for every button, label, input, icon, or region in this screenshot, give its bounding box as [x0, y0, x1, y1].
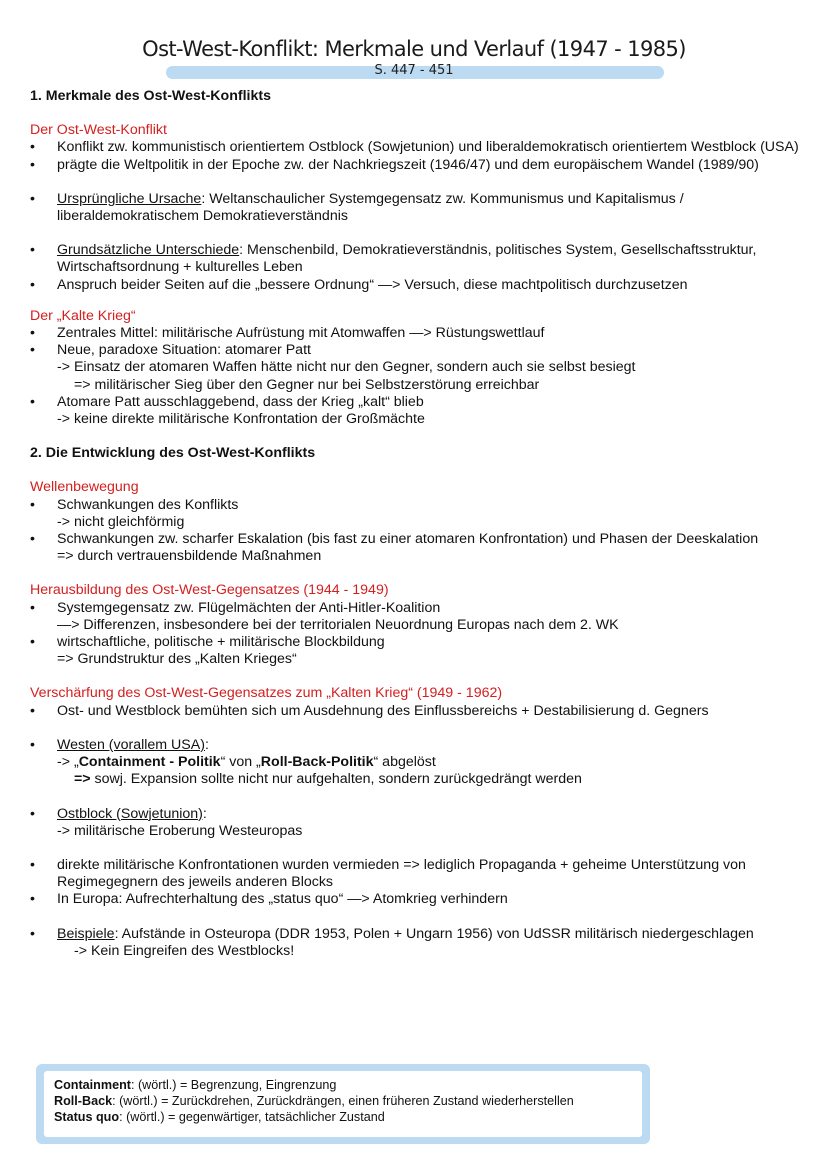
- list-item: [30, 191, 810, 225]
- section-2-heading: 2. Die Entwicklung des Ost-West-Konflikts: [30, 445, 316, 462]
- sub-item: => Grundstruktur des „Kalten Krieges“: [57, 651, 297, 668]
- list-item: • Neue, paradoxe Situation: atomarer Patt: [30, 342, 810, 359]
- list-item: [30, 242, 810, 276]
- list-item-text: :: [204, 736, 209, 753]
- glossary-term: Containment: [54, 1078, 131, 1092]
- glossary-definition: : (wörtl.) = Zurückdrehen, Zurückdrängen, einen früheren Zustand wiederherstellen: [112, 1094, 574, 1108]
- list-item: • Zentrales Mittel: militärische Aufrüstung mit Atomwaffen —> Rüstungswettlauf: [30, 325, 810, 342]
- block-title-herausbildung: Herausbildung des Ost-West-Gegensatzes (1944 - 1949): [30, 582, 389, 599]
- term-westen: Westen (vorallem USA): [57, 736, 205, 753]
- list-ost-west-konflikt: [30, 139, 810, 173]
- list-item: • Atomare Patt ausschlaggebend, dass der Krieg „kalt“ blieb: [30, 394, 810, 411]
- term-unterschiede: Grundsätzliche Unterschiede: [57, 242, 240, 259]
- list-item: • Konflikt zw. kommunistisch orientiertem Ostblock (Sowjetunion) und liberaldemokratisch orientiertem Westblock (USA): [30, 139, 810, 156]
- list-item: • Schwankungen zw. scharfer Eskalation (bis fast zu einer atomaren Konfrontation) und Phasen der Deeskalation: [30, 531, 810, 548]
- block-title-ost-west-konflikt: Der Ost-West-Konflikt: [30, 122, 167, 139]
- list-item-text: : Aufstände in Osteuropa (DDR 1953, Polen + Ungarn 1956) von UdSSR militärisch niedergeschlagen: [114, 925, 754, 942]
- glossary-term: Status quo: [54, 1110, 120, 1124]
- sub-item: [30, 771, 810, 788]
- list-item: [30, 926, 810, 943]
- glossary-definition: : (wörtl.) = gegenwärtiger, tatsächlicher Zustand: [119, 1110, 385, 1124]
- list-item: • Anspruch beider Seiten auf die „bessere Ordnung“ —> Versuch, diese machtpolitisch durchzusetzen: [30, 277, 810, 294]
- glossary-definition: : (wörtl.) = Begrenzung, Eingrenzung: [130, 1078, 337, 1092]
- term-ostblock: Ostblock (Sowjetunion): [57, 805, 203, 822]
- block-title-kalter-krieg: Der „Kalte Krieg“: [30, 307, 136, 324]
- glossary-entry: [54, 1077, 642, 1093]
- sub-item-text: “ von „: [220, 754, 261, 771]
- list-item: • Schwankungen des Konflikts: [30, 497, 810, 514]
- glossary-term: Roll-Back: [54, 1094, 113, 1108]
- list-item: • Ost- und Westblock bemühten sich um Ausdehnung des Einflussbereichs + Destabilisierung d. Gegners: [30, 703, 810, 720]
- term-containment: Containment - Politik: [78, 754, 221, 771]
- sub-item-text: -> „: [57, 754, 79, 771]
- arrow-marker: =>: [74, 771, 91, 788]
- term-roll-back: Roll-Back-Politik: [260, 754, 374, 771]
- notes-content: [30, 88, 810, 960]
- sub-item: => militärischer Sieg über den Gegner nur bei Selbstzerstörung erreichbar: [74, 376, 540, 393]
- sub-item-text: “ abgelöst: [373, 754, 436, 771]
- sub-item: —> Differenzen, insbesondere bei der territorialen Neuordnung Europas nach dem 2. WK: [57, 616, 619, 633]
- term-beispiele: Beispiele: [57, 925, 115, 942]
- list-item: • prägte die Weltpolitik in der Epoche zw. der Nachkriegszeit (1946/47) und dem europäischem Wandel (1989/90): [30, 157, 810, 174]
- glossary-box: [44, 1071, 642, 1137]
- sub-item: [30, 754, 810, 771]
- list-item: [30, 806, 810, 823]
- block-title-verschaerfung: Verschärfung des Ost-West-Gegensatzes zum „Kalten Krieg“ (1949 - 1962): [30, 685, 503, 702]
- section-1-heading: 1. Merkmale des Ost-West-Konflikts: [30, 88, 271, 104]
- list-item-text: : Menschenbild, Demokratieverständnis, politisches System, Gesellschaftsstruktur, Wirtschaftsordnung + kulturelles Leben: [57, 242, 757, 276]
- list-item: • In Europa: Aufrechterhaltung des „status quo“ —> Atomkrieg verhindern: [30, 891, 810, 908]
- list-item-text: : Weltanschaulicher Systemgegensatz zw. Kommunismus und Kapitalismus / liberaldemokratischem Demokratieverständnis: [57, 190, 684, 225]
- list-item: • Systemgegensatz zw. Flügelmächten der Anti-Hitler-Koalition: [30, 600, 810, 617]
- block-title-wellenbewegung: Wellenbewegung: [30, 479, 139, 496]
- sub-item: -> militärische Eroberung Westeuropas: [57, 822, 303, 839]
- page-range: S. 447 - 451: [374, 63, 454, 78]
- sub-item: -> nicht gleichförmig: [57, 513, 185, 530]
- list-item-text: :: [202, 805, 207, 822]
- sub-item: => durch vertrauensbildende Maßnahmen: [57, 548, 322, 565]
- sub-item: -> Einsatz der atomaren Waffen hätte nicht nur den Gegner, sondern auch sie selbst besiegt: [57, 359, 636, 376]
- glossary-entry: [54, 1093, 642, 1109]
- sub-item: -> keine direkte militärische Konfrontation der Großmächte: [57, 411, 425, 428]
- list-item: • wirtschaftliche, politische + militärische Blockbildung: [30, 634, 810, 651]
- list-item: • direkte militärische Konfrontationen wurden vermieden => lediglich Propaganda + geheime Unterstützung von Regimegegnern des jeweils anderen Blocks: [30, 857, 810, 891]
- list-kalter-krieg: [30, 325, 810, 359]
- term-ursache: Ursprüngliche Ursache: [57, 190, 202, 207]
- list-item: [30, 737, 810, 754]
- sub-item-text: sowj. Expansion sollte nicht nur aufgehalten, sondern zurückgedrängt werden: [90, 771, 582, 788]
- sub-item: -> Kein Eingreifen des Westblocks!: [74, 942, 295, 959]
- glossary-entry: [54, 1109, 642, 1125]
- page-title: Ost-West-Konflikt: Merkmale und Verlauf (1947 - 1985): [142, 37, 686, 61]
